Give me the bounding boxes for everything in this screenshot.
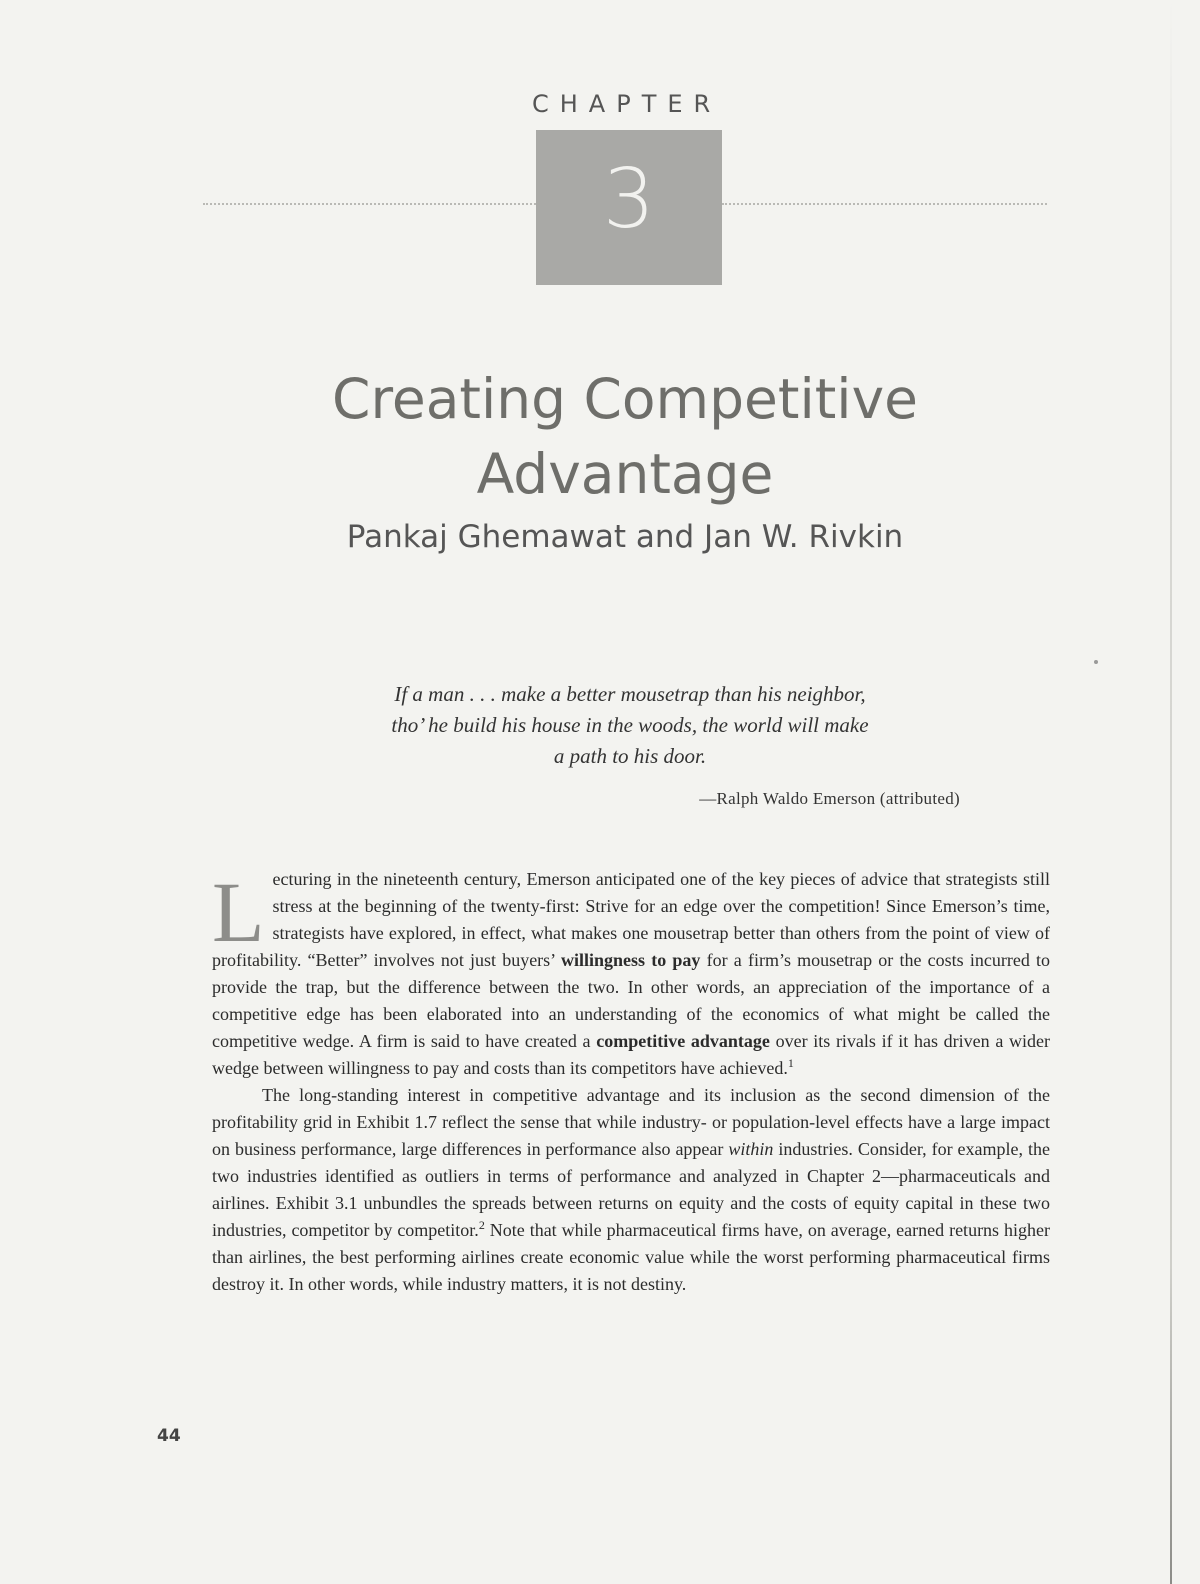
paragraph-2 <box>212 1082 1050 1298</box>
emphasis-within: within <box>728 1139 774 1159</box>
chapter-title-line-1: Creating Competitive <box>332 367 918 431</box>
scan-speck <box>1094 660 1098 664</box>
epigraph-line-2: tho’ he build his house in the woods, the world will make <box>391 713 869 737</box>
drop-cap: L <box>212 864 265 960</box>
epigraph <box>290 679 970 772</box>
chapter-rule-left <box>203 203 536 205</box>
epigraph-line-1: If a man . . . make a better mousetrap than his neighbor, <box>394 682 866 706</box>
paragraph-1 <box>212 866 1050 1082</box>
p1-text-b: for a firm’s mousetrap or the costs incurred to provide the trap, but the difference between the two. In other words, an appreciation of the importance of a competitive edge has been elaborated into an understanding of the economics of what might be called the competitive wedge. A firm is said to have created a <box>212 950 1050 1051</box>
p2-text-b: industries. Consider, for example, the two industries identified as outliers in terms of performance and analyzed in Chapter 2—pharmaceuticals and airlines. Exhibit 3.1 unbundles the spreads between returns on equity and the costs of equity capital in these two industries, competitor by competitor. <box>212 1139 1050 1240</box>
footnote-ref-1[interactable]: 1 <box>787 1056 794 1070</box>
body-text <box>212 866 1050 1298</box>
page-edge-shadow <box>1170 0 1172 1584</box>
chapter-title-line-2: Advantage <box>476 442 774 506</box>
chapter-rule-right <box>722 203 1047 205</box>
epigraph-attribution: —Ralph Waldo Emerson (attributed) <box>699 789 960 808</box>
chapter-authors: Pankaj Ghemawat and Jan W. Rivkin <box>346 519 904 555</box>
p1-text-a: ecturing in the nineteenth century, Emerson anticipated one of the key pieces of advice that strategists still stress at the beginning of the twenty-first: Strive for an edge over the competition! Since Emerson’s time, strategists have explored, in effect, what makes one mousetrap better than others from the point of view of profitability. “Better” involves not just buyers’ <box>212 869 1050 970</box>
p2-text-c: Note that while pharmaceutical firms have, on average, earned returns higher than airlines, the best performing airlines create economic value while the worst performing pharmaceutical firms destroy it. In other words, while industry matters, it is not destiny. <box>212 1220 1050 1294</box>
term-competitive-advantage: competitive advantage <box>596 1031 770 1051</box>
p1-text-c: over its rivals if it has driven a wider wedge between willingness to pay and costs than its competitors have achieved. <box>212 1031 1050 1078</box>
page-number: 44 <box>157 1426 181 1446</box>
chapter-label: CHAPTER <box>532 90 722 118</box>
term-willingness-to-pay: willingness to pay <box>561 950 701 970</box>
epigraph-line-3: a path to his door. <box>553 744 707 768</box>
chapter-title <box>200 362 1050 512</box>
footnote-ref-2[interactable]: 2 <box>478 1218 485 1232</box>
p2-text-a: The long-standing interest in competitive advantage and its inclusion as the second dimension of the profitability grid in Exhibit 1.7 reflect the sense that while industry- or population-level effects have a large impact on business performance, large differences in performance also appear <box>212 1085 1050 1159</box>
chapter-number: 3 <box>602 152 656 247</box>
